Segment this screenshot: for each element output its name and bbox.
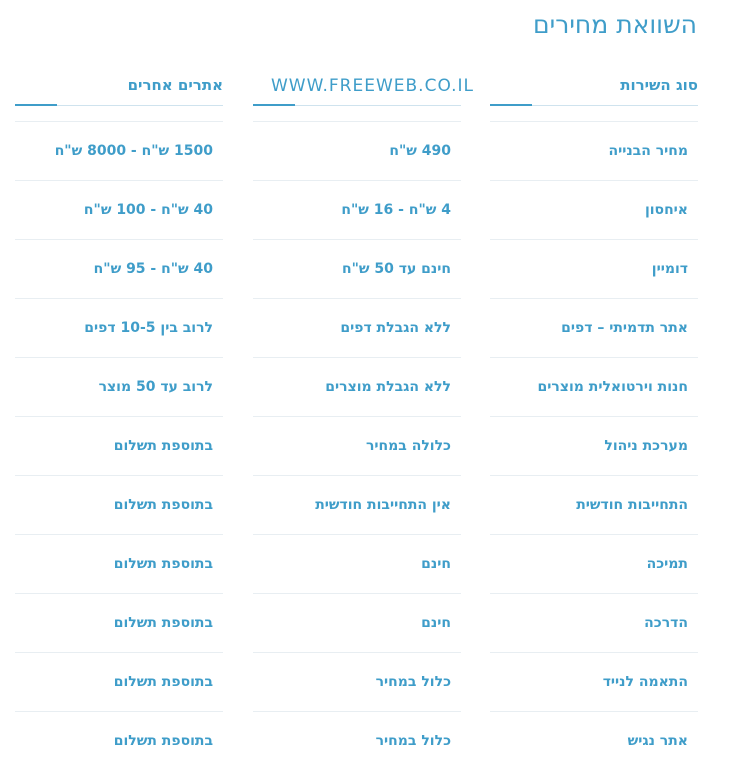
- table-cell: בתוספת תשלום: [113, 674, 213, 690]
- table-row: [490, 535, 698, 594]
- column-other-sites: [15, 70, 223, 770]
- column-freeweb: [253, 70, 475, 770]
- table-row: [15, 181, 223, 240]
- table-row: [253, 594, 461, 653]
- column-header-label: WWW.FREEWEB.CO.IL: [271, 76, 475, 96]
- page-title: השוואת מחירים: [533, 10, 697, 39]
- header-accent-line: [15, 104, 57, 106]
- table-cell: חינם: [421, 615, 451, 631]
- column-header: [15, 70, 223, 106]
- table-row: [15, 712, 223, 770]
- table-cell: מערכת ניהול: [604, 438, 688, 454]
- table-row: [15, 476, 223, 535]
- table-row: [253, 535, 461, 594]
- table-row: [253, 240, 461, 299]
- table-row: [253, 299, 461, 358]
- table-row: [253, 712, 461, 770]
- table-cell: מחיר הבנייה: [608, 143, 688, 159]
- table-row: [253, 653, 461, 712]
- table-row: [490, 417, 698, 476]
- header-accent-line: [253, 104, 295, 106]
- table-row: [490, 476, 698, 535]
- column-rows: [15, 121, 223, 770]
- table-row: [253, 181, 461, 240]
- table-cell: הדרכה: [644, 615, 688, 631]
- table-cell: כלול במחיר: [375, 674, 451, 690]
- table-row: [15, 594, 223, 653]
- table-row: [490, 358, 698, 417]
- column-rows: [490, 121, 698, 770]
- table-cell: תמיכה: [646, 556, 688, 572]
- table-cell: חנות וירטואלית מוצרים: [537, 379, 688, 395]
- table-row: [490, 240, 698, 299]
- table-cell: התחייבות חודשית: [576, 497, 688, 513]
- table-cell: בתוספת תשלום: [113, 438, 213, 454]
- table-cell: 40 ש"ח - 95 ש"ח: [93, 261, 213, 277]
- table-row: [15, 122, 223, 181]
- table-cell: 4 ש"ח - 16 ש"ח: [341, 202, 451, 218]
- table-row: [490, 712, 698, 770]
- table-cell: לרוב עד 50 מוצר: [98, 379, 213, 395]
- table-cell: איחסון: [644, 202, 688, 218]
- table-row: [490, 653, 698, 712]
- table-row: [15, 240, 223, 299]
- table-cell: כלול במחיר: [375, 733, 451, 749]
- column-header-label: סוג השירות: [620, 76, 698, 94]
- table-cell: ללא הגבלת מוצרים: [325, 379, 451, 395]
- table-cell: חינם עד 50 ש"ח: [341, 261, 451, 277]
- column-header: [490, 70, 698, 106]
- table-row: [15, 535, 223, 594]
- table-row: [15, 299, 223, 358]
- table-cell: בתוספת תשלום: [113, 556, 213, 572]
- table-cell: אין התחייבות חודשית: [315, 497, 451, 513]
- table-row: [15, 653, 223, 712]
- table-row: [15, 358, 223, 417]
- table-row: [253, 417, 461, 476]
- table-row: [490, 181, 698, 240]
- table-cell: 490 ש"ח: [389, 143, 451, 159]
- table-cell: בתוספת תשלום: [113, 615, 213, 631]
- table-row: [253, 122, 461, 181]
- table-cell: התאמה לנייד: [602, 674, 688, 690]
- table-row: [253, 476, 461, 535]
- table-row: [490, 299, 698, 358]
- column-rows: [253, 121, 461, 770]
- table-cell: ללא הגבלת דפים: [340, 320, 451, 336]
- table-cell: 40 ש"ח - 100 ש"ח: [83, 202, 213, 218]
- table-cell: בתוספת תשלום: [113, 497, 213, 513]
- table-cell: כלולה במחיר: [365, 438, 451, 454]
- table-cell: לרוב בין 10-5 דפים: [84, 320, 213, 336]
- table-row: [253, 358, 461, 417]
- table-cell: אתר תדמיתי – דפים: [561, 320, 688, 336]
- table-row: [15, 417, 223, 476]
- table-cell: בתוספת תשלום: [113, 733, 213, 749]
- column-service-type: [490, 70, 698, 770]
- table-cell: 1500 ש"ח - 8000 ש"ח: [54, 143, 213, 159]
- table-row: [490, 122, 698, 181]
- table-cell: אתר נגיש: [627, 733, 688, 749]
- table-cell: חינם: [421, 556, 451, 572]
- table-cell: דומיין: [651, 261, 688, 277]
- column-header-label: אתרים אחרים: [127, 76, 223, 94]
- header-accent-line: [490, 104, 532, 106]
- column-header: [253, 70, 475, 106]
- table-row: [490, 594, 698, 653]
